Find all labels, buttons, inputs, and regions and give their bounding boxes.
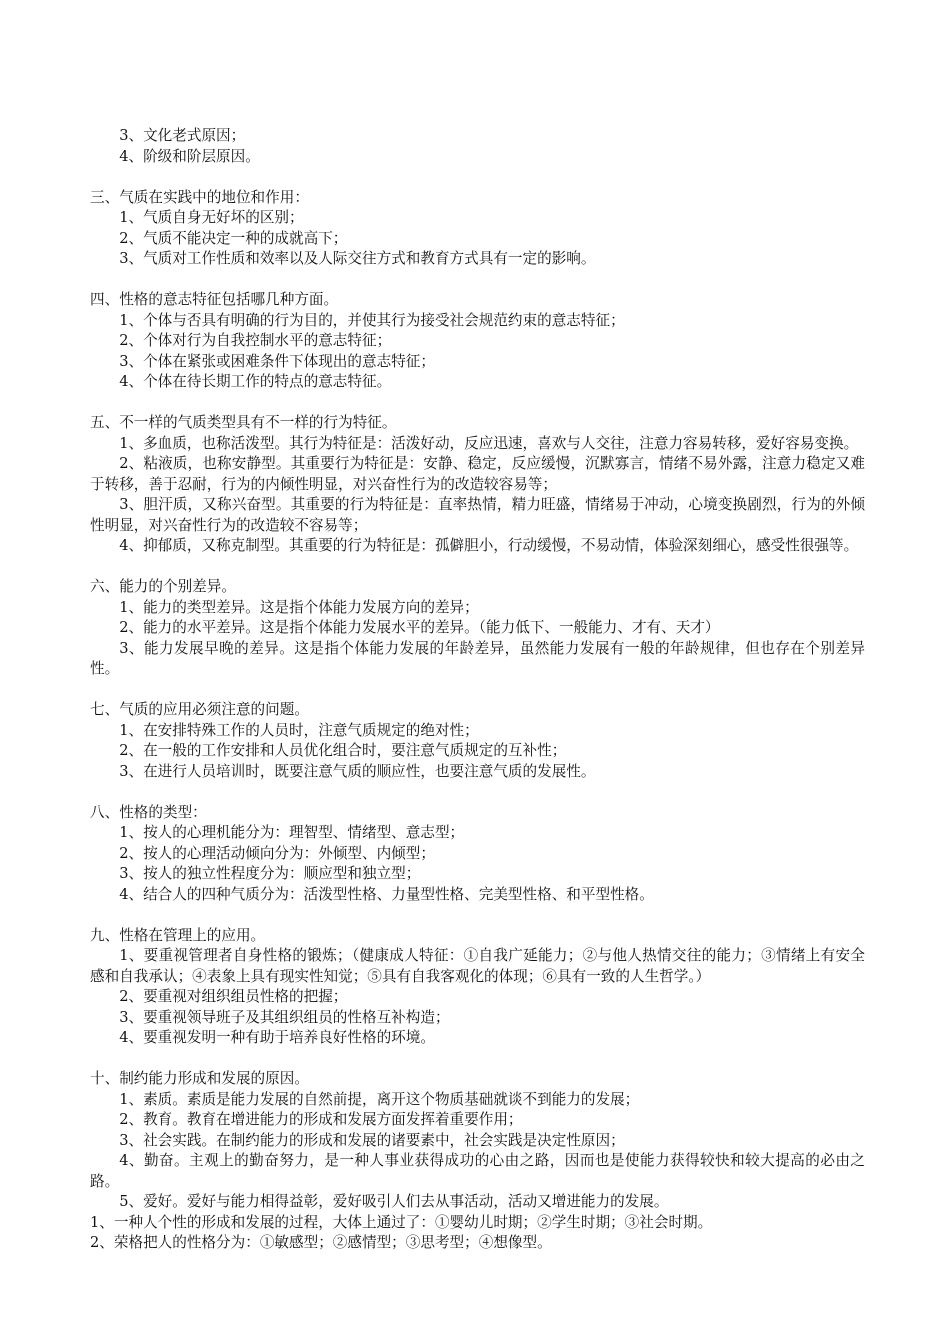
list-item: 1、要重视管理者自身性格的锻炼；（健康成人特征：①自我广延能力；②与他人热情交往的能力；③情绪上有安全感和自我承认；④表象上具有现实性知觉；⑤具有自我客观化的体现；⑥具有一致的人生哲学。） xyxy=(90,947,865,985)
section-heading: 十、制约能力形成和发展的原因。 xyxy=(90,1070,309,1087)
list-item: 3、在进行人员培训时，既要注意气质的顺应性，也要注意气质的发展性。 xyxy=(119,762,596,780)
list-item: 5、爱好。爱好与能力相得益彰，爱好吸引人们去从事活动，活动又增进能力的发展。 xyxy=(119,1193,669,1210)
section-heading: 八、性格的类型： xyxy=(90,803,207,821)
section-7 xyxy=(90,700,865,782)
list-item: 3、能力发展早晚的差异。这是指个体能力发展的年龄差异，虽然能力发展有一般的年龄规律，但也存在个别差异性。 xyxy=(90,639,865,677)
section-5 xyxy=(90,413,865,557)
section-3 xyxy=(90,188,865,270)
list-item: 2、在一般的工作安排和人员优化组合时，要注意气质规定的互补性； xyxy=(119,742,567,759)
section-heading: 五、不一样的气质类型具有不一样的行为特征。 xyxy=(90,414,397,431)
closing-line: 2、荣格把人的性格分为：①敏感型；②感情型；③思考型；④想像型。 xyxy=(90,1234,552,1251)
list-item: 1、在安排特殊工作的人员时，注意气质规定的绝对性； xyxy=(119,721,479,739)
list-item: 2、教育。教育在增进能力的形成和发展方面发挥着重要作用； xyxy=(119,1111,523,1128)
closing-line: 1、一种人个性的形成和发展的过程，大体上通过了：①婴幼儿时期；②学生时期；③社会时期。 xyxy=(90,1213,713,1231)
list-item: 4、个体在待长期工作的特点的意志特征。 xyxy=(119,373,392,390)
section-heading: 九、性格在管理上的应用。 xyxy=(90,926,266,944)
list-item: 4、阶级和阶层原因。 xyxy=(119,147,260,165)
list-item: 2、能力的水平差异。这是指个体能力发展水平的差异。（能力低下、一般能力、才有、天才） xyxy=(119,619,720,636)
list-item: 2、气质不能决定一种的成就高下； xyxy=(119,229,348,247)
list-item: 3、胆汗质，又称兴奋型。其重要的行为特征是：直率热情，精力旺盛，情绪易于冲动，心境变换剧烈，行为的外倾性明显，对兴奋性行为的改造较不容易等； xyxy=(90,496,865,534)
list-item: 1、能力的类型差异。这是指个体能力发展方向的差异； xyxy=(119,598,479,616)
list-item: 1、素质。素质是能力发展的自然前提，离开这个物质基础就谈不到能力的发展； xyxy=(119,1090,640,1108)
list-item: 1、按人的心理机能分为：理智型、情绪型、意志型； xyxy=(119,824,465,841)
section-heading: 四、性格的意志特征包括哪几种方面。 xyxy=(90,291,339,308)
list-item: 2、个体对行为自我控制水平的意志特征； xyxy=(119,332,392,349)
list-item: 4、结合人的四种气质分为：活泼型性格、力量型性格、完美型性格、和平型性格。 xyxy=(119,885,654,903)
list-item: 3、气质对工作性质和效率以及人际交往方式和教育方式具有一定的影响。 xyxy=(119,250,596,267)
list-item: 1、气质自身无好坏的区别； xyxy=(119,209,304,226)
list-item: 4、抑郁质，又称克制型。其重要的行为特征是：孤僻胆小，行动缓慢，不易动情，体验深刻细心，感受性很强等。 xyxy=(119,537,859,554)
list-item: 3、按人的独立性程度分为：顺应型和独立型； xyxy=(119,865,421,882)
top-items xyxy=(90,126,865,167)
section-9 xyxy=(90,926,865,1049)
list-item: 3、要重视领导班子及其组织组员的性格互补构造； xyxy=(119,1008,450,1026)
list-item: 1、多血质，也称活泼型。其行为特征是：活泼好动，反应迅速，喜欢与人交往，注意力容易转移，爱好容易变换。 xyxy=(119,434,859,452)
section-10 xyxy=(90,1069,865,1254)
list-item: 3、文化老式原因； xyxy=(119,127,246,144)
list-item: 2、要重视对组织组员性格的把握； xyxy=(119,988,348,1005)
list-item: 1、个体与否具有明确的行为目的，并使其行为接受社会规范约束的意志特征； xyxy=(119,311,625,329)
list-item: 4、勤奋。主观上的勤奋努力，是一种人事业获得成功的心由之路，因而也是使能力获得较快和较大提高的必由之路。 xyxy=(90,1152,865,1190)
list-item: 4、要重视发明一种有助于培养良好性格的环境。 xyxy=(119,1029,435,1046)
section-8 xyxy=(90,803,865,906)
section-6 xyxy=(90,577,865,680)
section-heading: 七、气质的应用必须注意的问题。 xyxy=(90,701,309,718)
list-item: 2、按人的心理活动倾向分为：外倾型、内倾型； xyxy=(119,844,435,862)
list-item: 2、粘液质，也称安静型。其重要行为特征是：安静、稳定，反应缓慢，沉默寡言，情绪不易外露，注意力稳定又难于转移，善于忍耐，行为的内倾性明显，对兴奋性行为的改造较容易等； xyxy=(90,455,865,493)
list-item: 3、个体在紧张或困难条件下体现出的意志特征； xyxy=(119,352,435,370)
document-body xyxy=(90,126,865,1254)
section-4 xyxy=(90,290,865,393)
section-heading: 六、能力的个别差异。 xyxy=(90,578,236,595)
section-heading: 三、气质在实践中的地位和作用： xyxy=(90,188,309,206)
list-item: 3、社会实践。在制约能力的形成和发展的诸要素中，社会实践是决定性原因； xyxy=(119,1131,625,1149)
